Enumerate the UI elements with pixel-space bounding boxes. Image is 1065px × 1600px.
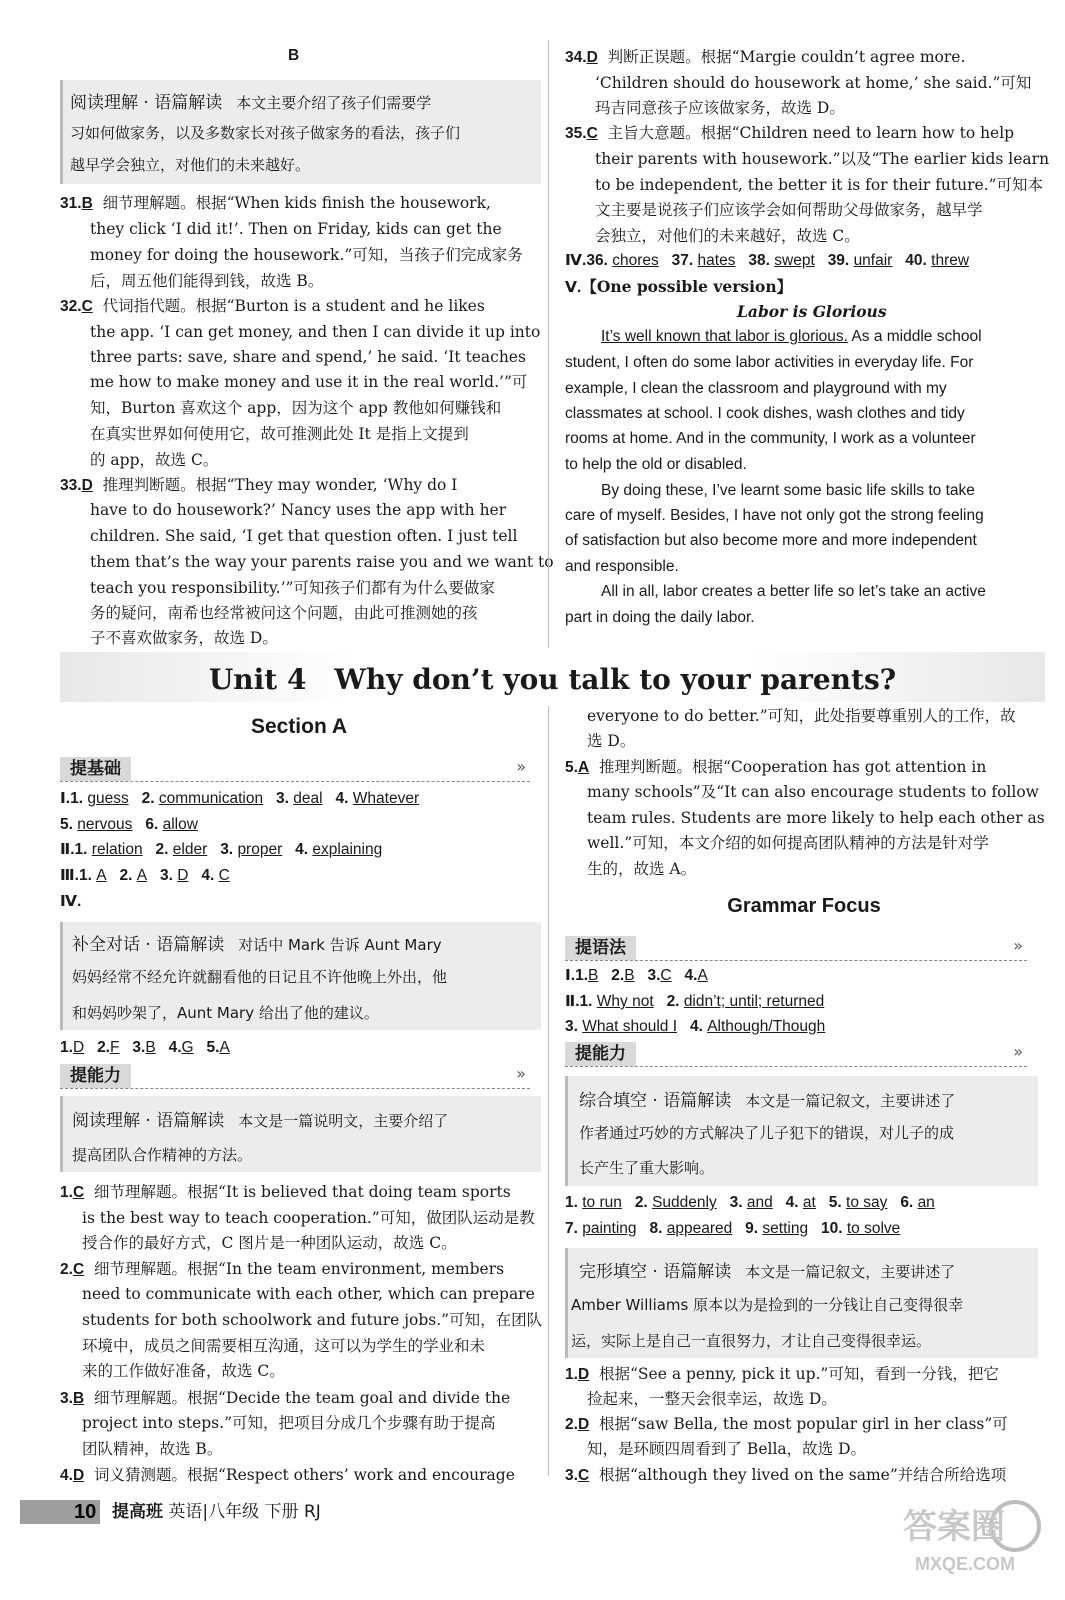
- grammar-focus-heading: Grammar Focus: [727, 895, 881, 917]
- watermark-text-en: MXQE.COM: [915, 1554, 1016, 1574]
- cloze-analysis-line-3: 长产生了重大影响。: [579, 1159, 715, 1177]
- answer-31-line: money for doing the housework.”可知，当孩子们完成家务: [90, 246, 523, 264]
- answer-33-line: them that’s the way your parents raise you and we want to: [90, 553, 554, 571]
- answer-31-line: 后，周五他们能得到钱，故选 B。: [90, 272, 324, 290]
- answer-35: 35.C 主旨大意题。根据“Children need to learn how to help: [565, 124, 1015, 142]
- essay-line: part in doing the daily labor.: [565, 609, 755, 626]
- cloze-analysis-line-2: 作者通过巧妙的方式解决了儿子犯下的错误，对儿子的成: [579, 1124, 955, 1142]
- answer-5-line: many schools”及“It can also encourage students to follow: [587, 783, 1039, 801]
- answer-32: 32.C 代词指代题。根据“Burton is a student and he likes: [60, 297, 485, 315]
- answer-32-line: me how to make money and use it in the real world.’”可: [90, 373, 528, 391]
- ti-yufa-bar: [565, 936, 1027, 961]
- watermark-logo: [895, 1488, 1045, 1578]
- column-divider-top: [548, 40, 549, 648]
- answer-33-line: children. She said, ‘I get that question often. I just tell: [90, 527, 518, 545]
- answer-35-line: their parents with housework.”以及“The earlier kids learn: [595, 150, 1050, 168]
- answer-35-line: 会独立，对他们的未来越好，故选 C。: [595, 227, 860, 245]
- answer-1: 1.C 细节理解题。根据“It is believed that doing team sports: [60, 1183, 511, 1201]
- answer-2-line: 环境中，成员之间需要相互沟通，这可以为学生的学业和未: [82, 1337, 486, 1355]
- cloze-analysis-line-1: 综合填空 · 语篇解读 本文是一篇记叙文，主要讲述了: [579, 1091, 956, 1111]
- grammar-part-2-answers-row2: 3. What should I 4. Although/Though: [565, 1018, 826, 1035]
- wanxing-analysis-line-2: Amber Williams 原本以为是捡到的一分钱让自己变得很幸: [571, 1296, 964, 1314]
- reading-analysis-line-3: 越早学会独立，对他们的未来越好。: [70, 156, 311, 174]
- essay-title: Labor is Glorious: [737, 302, 887, 321]
- answer-2-line: students for both schoolwork and future jobs.”可知，在团队: [82, 1311, 543, 1329]
- reading-analysis-line-2: 习如何做家务，以及多数家长对孩子做家务的看法，孩子们: [70, 124, 461, 142]
- answer-1-line: 授合作的最好方式，C 图片是一种团队运动，故选 C。: [82, 1234, 457, 1252]
- dialog-analysis-line-2: 妈妈经常不经允许就翻看他的日记且不许他晚上外出，他: [72, 968, 448, 986]
- watermark-text-cn: 答案圈: [903, 1507, 1005, 1547]
- answer-32-line: 知，Burton 喜欢这个 app，因为这个 app 教他如何赚钱和: [90, 399, 502, 417]
- ti-nengli-label-2: 提能力: [565, 1042, 636, 1066]
- ti-nengli-bar-2: [565, 1042, 1027, 1067]
- ti-nengli-bar: [60, 1064, 530, 1089]
- section-a-heading: Section A: [250, 715, 348, 738]
- ti-yufa-label: 提语法: [565, 936, 636, 960]
- reading-analysis-2-line-2: 提高团队合作精神的方法。: [72, 1146, 253, 1164]
- dialog-analysis-line-1: 补全对话 · 语篇解读 对话中 Mark 告诉 Aunt Mary: [72, 935, 442, 955]
- answer-33-line: 务的疑问，南希也经常被问这个问题，由此可推测她的孩: [90, 604, 478, 622]
- grammar-part-1-answers: Ⅰ.1.B 2.B 3.C 4.A: [565, 967, 708, 984]
- wanxing-analysis-line-3: 运，实际上是自己一直很努力，才让自己变得很幸运。: [571, 1332, 932, 1350]
- essay-line: example, I clean the classroom and playground with my: [565, 380, 947, 397]
- ti-jichu-label: 提基础: [60, 757, 131, 781]
- reading-analysis-line-1: 阅读理解 · 语篇解读 本文主要介绍了孩子们需要学: [70, 93, 432, 113]
- cloze-answers-row2: 7. painting 8. appeared 9. setting 10. to solve: [565, 1220, 901, 1237]
- answer-31-line: they click ‘I did it!’. Then on Friday, kids can get the: [90, 220, 502, 238]
- answer-31: 31.B 细节理解题。根据“When kids finish the housework,: [60, 194, 491, 212]
- answer-32-line: 的 app，故选 C。: [90, 451, 219, 469]
- answer-32-line: 在真实世界如何使用它，故可推测此处 It 是指上文提到: [90, 425, 469, 443]
- book-title: 提高班 英语|八年级 下册 RJ: [112, 1502, 321, 1522]
- answer-5-line: well.”可知，本文介绍的如何提高团队精神的方法是针对学: [587, 834, 989, 852]
- answer-33-line: have to do housework?’ Nancy uses the app with her: [90, 501, 507, 519]
- wanxing-answer-1-line: 捡起来，一整天会很幸运，故选 D。: [587, 1390, 837, 1408]
- reading-analysis-2-line-1: 阅读理解 · 语篇解读 本文是一篇说明文，主要介绍了: [72, 1111, 449, 1131]
- double-chevron-icon: »: [516, 757, 526, 776]
- double-chevron-icon: »: [1013, 1042, 1023, 1061]
- part-2-answers: Ⅱ.1. relation 2. elder 3. proper 4. explaining: [60, 841, 383, 858]
- answer-3-line: project into steps.”可知，把项目分成几个步骤有助于提高: [82, 1414, 496, 1432]
- answer-35-line: 文主要是说孩子们应该学会如何帮助父母做家务，越早学: [595, 201, 983, 219]
- answer-32-line: the app. ‘I can get money, and then I can divide it up into: [90, 323, 541, 341]
- essay-line: student, I often do some labor activities in everyday life. For: [565, 354, 974, 371]
- answer-33-line: 子不喜欢做家务，故选 D。: [90, 629, 278, 647]
- answer-5: 5.A 推理判断题。根据“Cooperation has got attention in: [565, 758, 987, 776]
- wanxing-analysis-line-1: 完形填空 · 语篇解读 本文是一篇记叙文，主要讲述了: [579, 1262, 956, 1282]
- part-4-answers: Ⅳ.36. chores 37. hates 38. swept 39. unfair 40. threw: [565, 252, 970, 269]
- unit-title: Unit 4 Why don’t you talk to your parents?: [208, 663, 897, 696]
- answer-2-line: 来的工作做好准备，故选 C。: [82, 1362, 285, 1380]
- answer-34: 34.D 判断正误题。根据“Margie couldn’t agree more.: [565, 48, 966, 66]
- column-divider-bottom: [548, 706, 549, 1476]
- page-footer: [20, 1500, 580, 1524]
- part-1-answers-row2: 5. nervous 6. allow: [60, 816, 198, 833]
- part-3-answers: Ⅲ.1. A 2. A 3. D 4. C: [60, 867, 230, 884]
- answer-34-line: 玛吉同意孩子应该做家务，故选 D。: [595, 99, 845, 117]
- wanxing-answer-2: 2.D 根据“saw Bella, the most popular girl in her class”可: [565, 1415, 1008, 1433]
- answer-5-line: 生的，故选 A。: [587, 860, 697, 878]
- essay-line: It’s well known that labor is glorious. As a middle school: [601, 328, 982, 345]
- essay-line: care of myself. Besides, I have not only got the strong feeling: [565, 507, 984, 524]
- answer-1-line: is the best way to teach cooperation.”可知，做团队运动是教: [82, 1209, 535, 1227]
- ti-jichu-bar: [60, 757, 530, 782]
- dialog-answers: 1.D 2.F 3.B 4.G 5.A: [60, 1039, 230, 1056]
- answer-4: 4.D 词义猜测题。根据“Respect others’ work and encourage: [60, 1466, 515, 1484]
- answer-33-line: teach you responsibility.’”可知孩子们都有为什么要做家: [90, 579, 495, 597]
- answer-5-line: team rules. Students are more likely to help each other as: [587, 809, 1045, 827]
- answer-34-line: ‘Children should do housework at home,’ she said.”可知: [595, 74, 1032, 92]
- essay-line: All in all, labor creates a better life so let’s take an active: [601, 583, 986, 600]
- answer-35-line: to be independent, the better it is for their future.”可知本: [595, 176, 1044, 194]
- double-chevron-icon: »: [516, 1064, 526, 1083]
- answer-2: 2.C 细节理解题。根据“In the team environment, members: [60, 1260, 505, 1278]
- answer-4-continued: everyone to do better.”可知，此处指要尊重别人的工作，故: [587, 707, 1016, 725]
- essay-line: rooms at home. And in the community, I work as a volunteer: [565, 430, 976, 447]
- answer-4-continued: 选 D。: [587, 732, 636, 750]
- part-1-answers: Ⅰ.1. guess 2. communication 3. deal 4. Whatever: [60, 790, 420, 807]
- section-letter: B: [288, 47, 300, 64]
- dialog-analysis-line-3: 和妈妈吵架了，Aunt Mary 给出了他的建议。: [72, 1004, 379, 1022]
- grammar-part-2-answers: Ⅱ.1. Why not 2. didn’t; until; returned: [565, 993, 825, 1010]
- answer-32-line: three parts: save, share and spend,’ he said. ‘It teaches: [90, 348, 526, 366]
- part-5-label: Ⅴ.【One possible version】: [565, 277, 793, 296]
- double-chevron-icon: »: [1013, 936, 1023, 955]
- cloze-answers-row1: 1. to run 2. Suddenly 3. and 4. at 5. to say 6. an: [565, 1194, 935, 1211]
- answer-33: 33.D 推理判断题。根据“They may wonder, ‘Why do I: [60, 476, 458, 494]
- wanxing-answer-3: 3.C 根据“although they lived on the same”并结合所给选项: [565, 1466, 1007, 1484]
- answer-3: 3.B 细节理解题。根据“Decide the team goal and divide the: [60, 1389, 511, 1407]
- page-number: 10: [74, 1501, 97, 1523]
- essay-line: to help the old or disabled.: [565, 456, 747, 473]
- ti-nengli-label: 提能力: [60, 1064, 131, 1088]
- reading-analysis-tag: 阅读理解 · 语篇解读: [70, 93, 223, 113]
- wanxing-answer-1: 1.D 根据“See a penny, pick it up.”可知，看到一分钱，把它: [565, 1365, 999, 1383]
- wanxing-answer-2-line: 知，是环顾四周看到了 Bella，故选 D。: [587, 1440, 867, 1458]
- answer-3-line: 团队精神，故选 B。: [82, 1440, 223, 1458]
- essay-line: By doing these, I’ve learnt some basic life skills to take: [601, 482, 975, 499]
- answer-2-line: need to communicate with each other, which can prepare: [82, 1285, 535, 1303]
- essay-line: of satisfaction but also become more and more independent: [565, 532, 977, 549]
- part-4-label: Ⅳ.: [60, 893, 82, 910]
- essay-line: classmates at school. I cook dishes, wash clothes and tidy: [565, 405, 965, 422]
- essay-line: and responsible.: [565, 558, 679, 575]
